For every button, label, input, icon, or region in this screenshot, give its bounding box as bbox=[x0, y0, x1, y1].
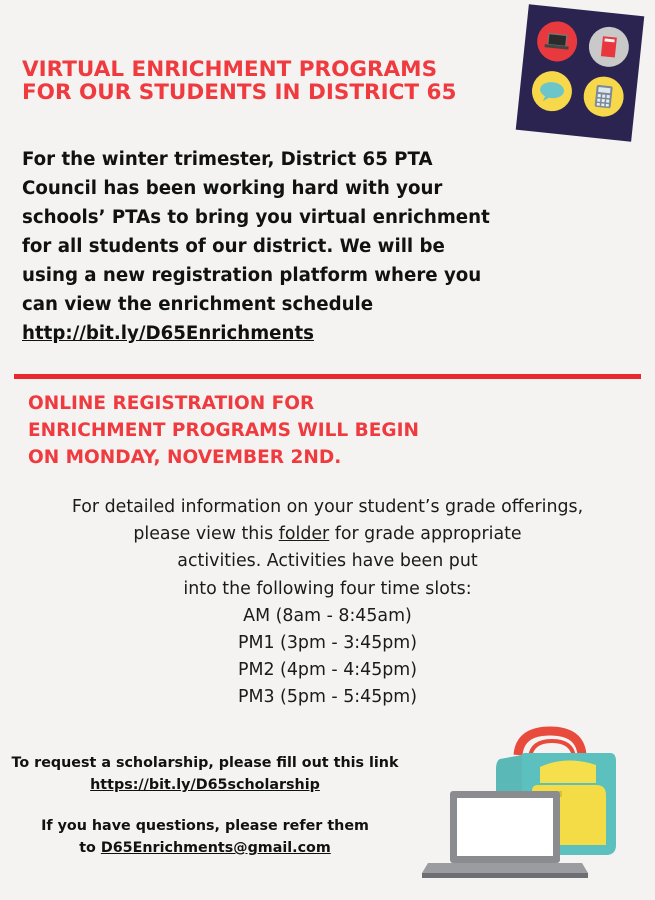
intro-line: Council has been working hard with your bbox=[22, 178, 443, 199]
questions-prefix: to bbox=[79, 840, 101, 856]
time-slot: AM (8am - 8:45am) bbox=[243, 605, 412, 626]
details-line: into the following four time slots: bbox=[183, 578, 472, 599]
icon-card bbox=[516, 4, 645, 141]
illustration bbox=[420, 725, 650, 895]
title-line-2: FOR OUR STUDENTS IN DISTRICT 65 bbox=[22, 80, 457, 105]
scholarship-section bbox=[0, 752, 410, 796]
intro-line: schools’ PTAs to bring you virtual enrichment bbox=[22, 207, 490, 228]
intro-line: For the winter trimester, District 65 PTA bbox=[22, 149, 433, 170]
details-text: please view this bbox=[133, 524, 279, 545]
page-title bbox=[22, 58, 512, 104]
registration-notice bbox=[28, 390, 419, 471]
calculator-icon bbox=[582, 75, 626, 119]
email-link[interactable]: D65Enrichments@gmail.com bbox=[100, 840, 331, 856]
questions-section bbox=[0, 815, 410, 859]
questions-text: If you have questions, please refer them bbox=[41, 818, 369, 834]
registration-line: ON MONDAY, NOVEMBER 2ND. bbox=[28, 447, 342, 468]
details-line bbox=[0, 521, 655, 548]
details-text: for grade appropriate bbox=[329, 524, 522, 545]
title-line-1: VIRTUAL ENRICHMENT PROGRAMS bbox=[22, 57, 438, 82]
intro-line: can view the enrichment schedule bbox=[22, 294, 374, 315]
details-section bbox=[0, 494, 655, 712]
book-icon bbox=[587, 25, 631, 69]
time-slot: PM1 (3pm - 3:45pm) bbox=[237, 633, 418, 654]
time-slot: PM3 (5pm - 5:45pm) bbox=[237, 687, 418, 708]
details-line: For detailed information on your student’s grade offerings, bbox=[71, 497, 584, 517]
intro-line: for all students of our district. We will be bbox=[22, 236, 445, 257]
questions-line bbox=[0, 837, 410, 859]
registration-line: ENRICHMENT PROGRAMS WILL BEGIN bbox=[28, 420, 419, 441]
intro-line: using a new registration platform where you bbox=[22, 265, 482, 286]
time-slot: PM2 (4pm - 4:45pm) bbox=[237, 660, 418, 681]
registration-line: ONLINE REGISTRATION FOR bbox=[28, 393, 315, 414]
scholarship-link[interactable]: https://bit.ly/D65scholarship bbox=[90, 777, 320, 793]
laptop-icon bbox=[535, 19, 579, 63]
speech-bubble-icon bbox=[530, 69, 574, 113]
folder-link[interactable]: folder bbox=[278, 524, 330, 545]
divider bbox=[14, 374, 641, 379]
intro-paragraph bbox=[22, 145, 562, 348]
details-line: activities. Activities have been put bbox=[177, 551, 478, 572]
scholarship-text: To request a scholarship, please fill out this link bbox=[11, 755, 399, 771]
enrichments-link[interactable]: http://bit.ly/D65Enrichments bbox=[22, 323, 314, 344]
